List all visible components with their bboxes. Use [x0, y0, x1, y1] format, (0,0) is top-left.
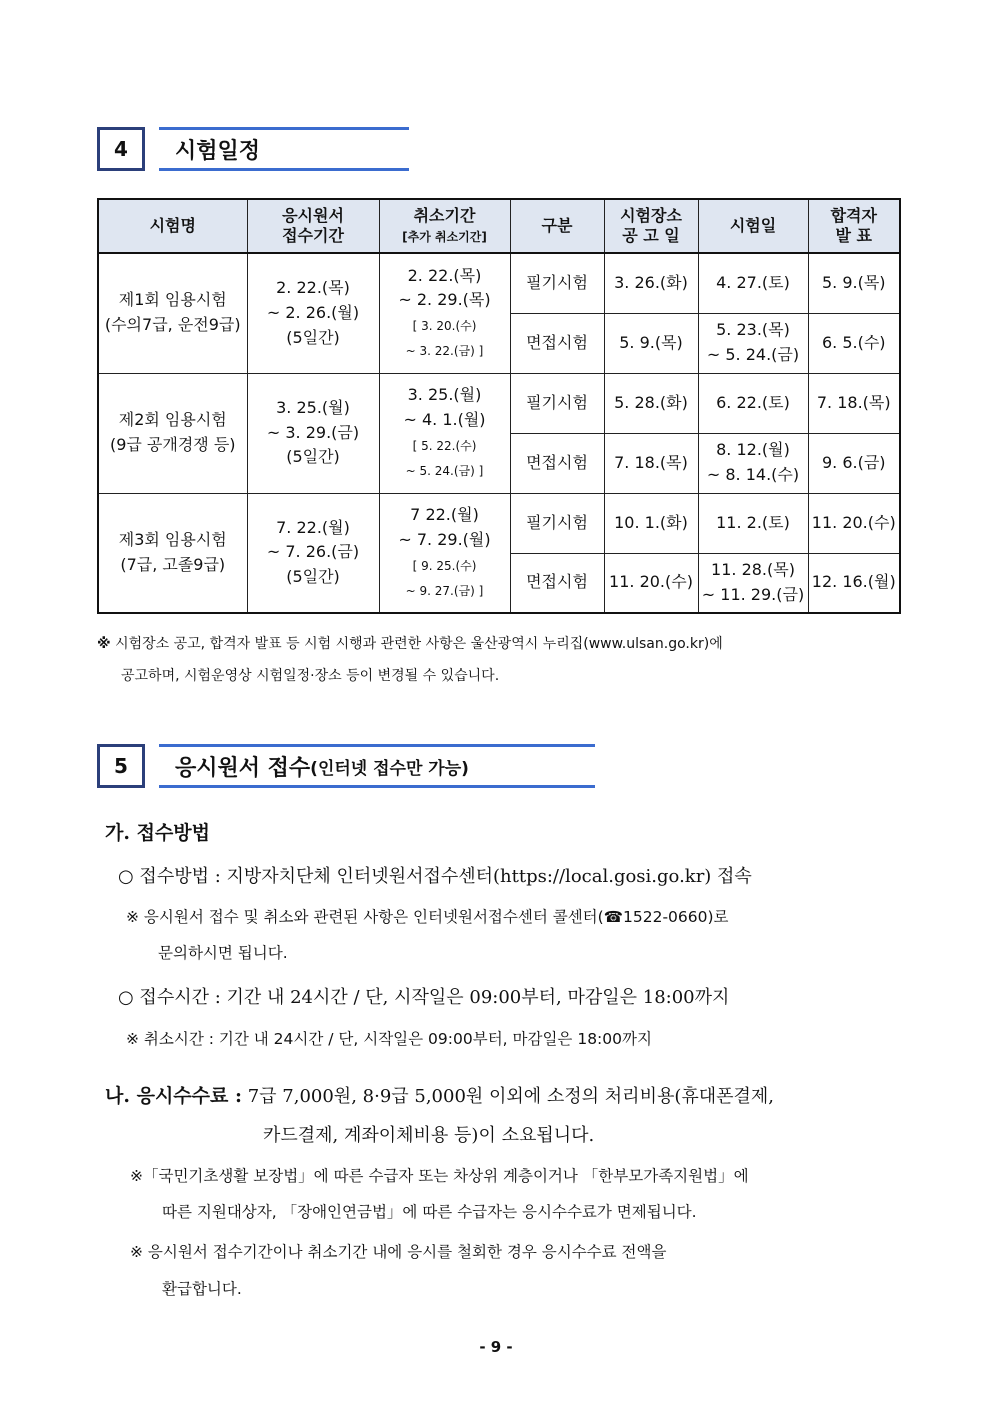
exam-name-cell: 제2회 임용시험 (9급 공개경쟁 등) — [98, 373, 247, 493]
exam-date-cell: 5. 23.(목) ~ 5. 24.(금) — [698, 313, 808, 373]
exemption-note-line-2: 따른 지원대상자, 「장애인연금법」에 따른 수급자는 응시수수료가 면제됩니다. — [162, 1203, 697, 1221]
result-date-cell: 5. 9.(목) — [808, 253, 900, 313]
section-title: 응시원서 접수 (인터넷 접수만 가능) — [159, 744, 595, 788]
table-row — [98, 373, 900, 433]
notice-date-cell: 3. 26.(화) — [604, 253, 698, 313]
subsection-na-heading: 나. 응시수수료 : — [105, 1085, 242, 1107]
result-date-cell: 12. 16.(월) — [808, 553, 900, 613]
fee-line-1: 나. 응시수수료 : 7급 7,000원, 8·9급 5,000원 이외에 소정의 처리비용(휴대폰결제, — [105, 1085, 775, 1107]
cancel-period-cell: 3. 25.(월) ~ 4. 1.(월) [ 5. 22.(수) ~ 5. 24.(금) ] — [379, 373, 510, 493]
refund-note-line-1: ※ 응시원서 접수기간이나 취소기간 내에 응시를 철회한 경우 응시수수료 전액을 — [130, 1243, 667, 1261]
header-type: 구분 — [510, 199, 604, 253]
notice-date-cell: 7. 18.(목) — [604, 433, 698, 493]
header-application-period: 응시원서 접수기간 — [247, 199, 379, 253]
callcenter-note-line-2: 문의하시면 됩니다. — [158, 944, 288, 962]
application-period-cell: 2. 22.(목) ~ 2. 26.(월) (5일간) — [247, 253, 379, 373]
cancel-period-cell: 2. 22.(목) ~ 2. 29.(목) [ 3. 20.(수) ~ 3. 22.(금) ] — [379, 253, 510, 373]
type-cell: 필기시험 — [510, 253, 604, 313]
callcenter-note-line-1: ※ 응시원서 접수 및 취소와 관련된 사항은 인터넷원서접수센터 콜센터(☎1522-0660)로 — [126, 908, 729, 926]
result-date-cell: 11. 20.(수) — [808, 493, 900, 553]
result-date-cell: 9. 6.(금) — [808, 433, 900, 493]
exam-date-cell: 8. 12.(월) ~ 8. 14.(수) — [698, 433, 808, 493]
type-cell: 면접시험 — [510, 313, 604, 373]
exam-name-cell: 제1회 임용시험 (수의7급, 운전9급) — [98, 253, 247, 373]
type-cell: 필기시험 — [510, 493, 604, 553]
notice-date-cell: 5. 9.(목) — [604, 313, 698, 373]
cancel-time-note: ※ 취소시간 : 기간 내 24시간 / 단, 시작일은 09:00부터, 마감일은 18:00까지 — [126, 1030, 652, 1048]
header-cancel-period: 취소기간 [추가 취소기간] — [379, 199, 510, 253]
application-time-item: ○ 접수시간 : 기간 내 24시간 / 단, 시작일은 09:00부터, 마감일은 18:00까지 — [118, 987, 730, 1008]
application-period-cell: 7. 22.(월) ~ 7. 26.(금) (5일간) — [247, 493, 379, 613]
notice-date-cell: 11. 20.(수) — [604, 553, 698, 613]
header-result: 합격자 발 표 — [808, 199, 900, 253]
exemption-note-line-1: ※「국민기초생활 보장법」에 따른 수급자 또는 차상위 계층이거나 「한부모가족지원법」에 — [130, 1167, 749, 1185]
exam-date-cell: 11. 28.(목) ~ 11. 29.(금) — [698, 553, 808, 613]
table-header-row — [98, 199, 900, 253]
section-number: 4 — [97, 127, 145, 171]
exam-schedule-table — [97, 198, 901, 614]
cancel-period-cell: 7 22.(월) ~ 7. 29.(월) [ 9. 25.(수) ~ 9. 27.(금) ] — [379, 493, 510, 613]
table-row — [98, 493, 900, 553]
header-exam-name: 시험명 — [98, 199, 247, 253]
schedule-note-line-2: 공고하며, 시험운영상 시험일정·장소 등이 변경될 수 있습니다. — [121, 668, 500, 684]
section-title: 시험일정 — [159, 127, 409, 171]
table-row — [98, 253, 900, 313]
refund-note-line-2: 환급합니다. — [162, 1280, 242, 1298]
result-date-cell: 7. 18.(목) — [808, 373, 900, 433]
header-venue-notice: 시험장소 공 고 일 — [604, 199, 698, 253]
exam-date-cell: 11. 2.(토) — [698, 493, 808, 553]
schedule-note-line-1: ※ 시험장소 공고, 합격자 발표 등 시험 시행과 관련한 사항은 울산광역시 누리집(www.ulsan.go.kr)에 — [97, 636, 723, 652]
exam-name-cell: 제3회 임용시험 (7급, 고졸9급) — [98, 493, 247, 613]
type-cell: 필기시험 — [510, 373, 604, 433]
subsection-ga-heading: 가. 접수방법 — [105, 822, 210, 844]
application-method-item: ○ 접수방법 : 지방자치단체 인터넷원서접수센터(https://local.gosi.go.kr) 접속 — [118, 866, 752, 887]
exam-date-cell: 6. 22.(토) — [698, 373, 808, 433]
application-period-cell: 3. 25.(월) ~ 3. 29.(금) (5일간) — [247, 373, 379, 493]
fee-line-2: 카드결제, 계좌이체비용 등)이 소요됩니다. — [263, 1125, 595, 1146]
notice-date-cell: 5. 28.(화) — [604, 373, 698, 433]
exam-date-cell: 4. 27.(토) — [698, 253, 808, 313]
schedule-note — [97, 628, 902, 692]
type-cell: 면접시험 — [510, 553, 604, 613]
section-subtitle: (인터넷 접수만 가능) — [310, 758, 469, 779]
type-cell: 면접시험 — [510, 433, 604, 493]
header-exam-date: 시험일 — [698, 199, 808, 253]
page-number: - 9 - — [479, 1338, 513, 1356]
section-number: 5 — [97, 744, 145, 788]
notice-date-cell: 10. 1.(화) — [604, 493, 698, 553]
result-date-cell: 6. 5.(수) — [808, 313, 900, 373]
